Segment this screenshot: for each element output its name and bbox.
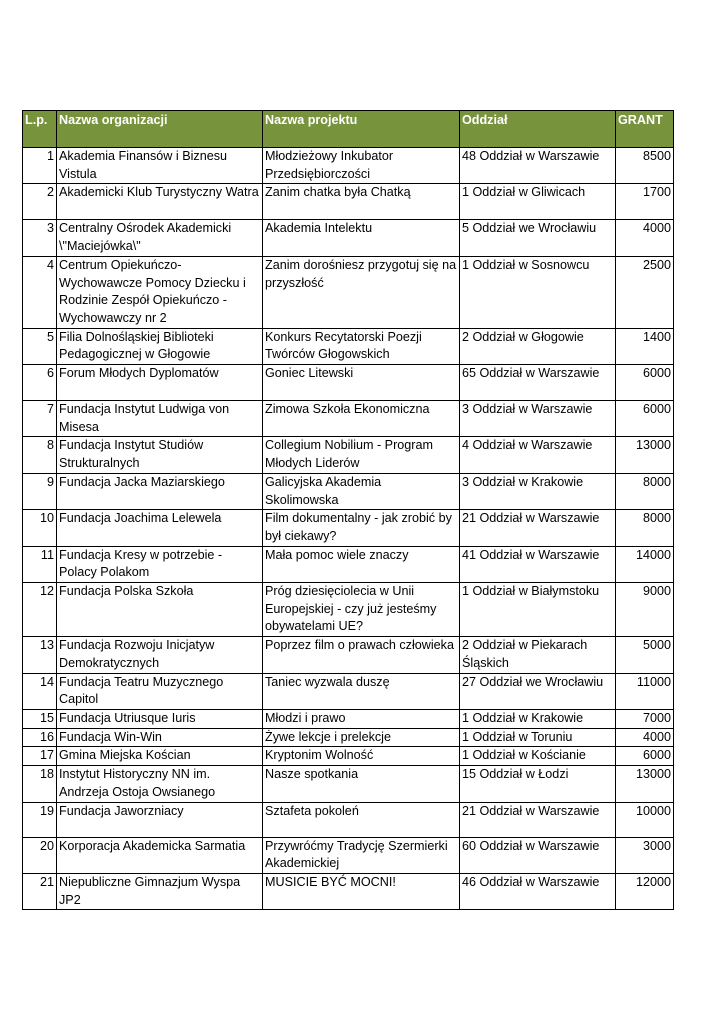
- cell-project: Kryptonim Wolność: [263, 747, 460, 766]
- header-lp: L.p.: [23, 111, 57, 148]
- table-row: [23, 437, 674, 473]
- cell-department: 1 Oddział w Toruniu: [460, 728, 616, 747]
- cell-department: 1 Oddział w Gliwicach: [460, 184, 616, 220]
- cell-lp: 6: [23, 365, 57, 401]
- cell-lp: 17: [23, 747, 57, 766]
- cell-org: Centrum Opiekuńczo-Wychowawcze Pomocy Dziecku i Rodzinie Zespół Opiekuńczo - Wychowawczy nr 2: [57, 256, 263, 328]
- cell-project: Goniec Litewski: [263, 365, 460, 401]
- cell-project: Galicyjska Akademia Skolimowska: [263, 473, 460, 509]
- header-org: Nazwa organizacji: [57, 111, 263, 148]
- cell-org: Akademicki Klub Turystyczny Watra: [57, 184, 263, 220]
- cell-grant: 8000: [616, 473, 674, 509]
- cell-org: Forum Młodych Dyplomatów: [57, 365, 263, 401]
- header-grant: GRANT: [616, 111, 674, 148]
- table-body: [23, 148, 674, 910]
- cell-org: Fundacja Instytut Ludwiga von Misesa: [57, 401, 263, 437]
- cell-grant: 6000: [616, 747, 674, 766]
- cell-grant: 9000: [616, 583, 674, 637]
- cell-grant: 5000: [616, 637, 674, 673]
- cell-department: 48 Oddział w Warszawie: [460, 148, 616, 184]
- cell-department: 1 Oddział w Kościanie: [460, 747, 616, 766]
- cell-grant: 1700: [616, 184, 674, 220]
- cell-grant: 14000: [616, 546, 674, 582]
- cell-department: 21 Oddział w Warszawie: [460, 510, 616, 546]
- cell-org: Fundacja Jaworzniacy: [57, 802, 263, 837]
- table-row: [23, 510, 674, 546]
- cell-lp: 15: [23, 709, 57, 728]
- table-header: [23, 111, 674, 148]
- cell-grant: 10000: [616, 802, 674, 837]
- grants-table: [22, 110, 674, 910]
- cell-project: Młodzieżowy Inkubator Przedsiębiorczości: [263, 148, 460, 184]
- cell-lp: 2: [23, 184, 57, 220]
- cell-grant: 2500: [616, 256, 674, 328]
- cell-project: Sztafeta pokoleń: [263, 802, 460, 837]
- cell-grant: 4000: [616, 728, 674, 747]
- cell-lp: 3: [23, 220, 57, 256]
- cell-department: 2 Oddział w Piekarach Śląskich: [460, 637, 616, 673]
- cell-grant: 6000: [616, 365, 674, 401]
- cell-project: Nasze spotkania: [263, 766, 460, 802]
- cell-lp: 19: [23, 802, 57, 837]
- cell-department: 21 Oddział w Warszawie: [460, 802, 616, 837]
- table-row: [23, 802, 674, 837]
- cell-lp: 16: [23, 728, 57, 747]
- table-row: [23, 747, 674, 766]
- table-row: [23, 365, 674, 401]
- cell-org: Fundacja Teatru Muzycznego Capitol: [57, 673, 263, 709]
- cell-org: Fundacja Instytut Studiów Strukturalnych: [57, 437, 263, 473]
- cell-department: 3 Oddział w Krakowie: [460, 473, 616, 509]
- cell-department: 2 Oddział w Głogowie: [460, 328, 616, 364]
- cell-org: Fundacja Win-Win: [57, 728, 263, 747]
- cell-project: Taniec wyzwala duszę: [263, 673, 460, 709]
- table-row: [23, 583, 674, 637]
- table-row: [23, 728, 674, 747]
- cell-org: Fundacja Utriusque Iuris: [57, 709, 263, 728]
- cell-project: Zimowa Szkoła Ekonomiczna: [263, 401, 460, 437]
- table-row: [23, 673, 674, 709]
- cell-grant: 7000: [616, 709, 674, 728]
- cell-org: Fundacja Polska Szkoła: [57, 583, 263, 637]
- cell-org: Fundacja Jacka Maziarskiego: [57, 473, 263, 509]
- cell-grant: 1400: [616, 328, 674, 364]
- cell-grant: 3000: [616, 837, 674, 873]
- cell-department: 60 Oddział w Warszawie: [460, 837, 616, 873]
- cell-lp: 20: [23, 837, 57, 873]
- table-row: [23, 637, 674, 673]
- cell-grant: 6000: [616, 401, 674, 437]
- cell-department: 3 Oddział w Warszawie: [460, 401, 616, 437]
- cell-department: 1 Oddział w Białymstoku: [460, 583, 616, 637]
- table-row: [23, 401, 674, 437]
- cell-department: 46 Oddział w Warszawie: [460, 873, 616, 909]
- cell-project: MUSICIE BYĆ MOCNI!: [263, 873, 460, 909]
- cell-lp: 18: [23, 766, 57, 802]
- cell-project: Zanim chatka była Chatką: [263, 184, 460, 220]
- cell-org: Akademia Finansów i Biznesu Vistula: [57, 148, 263, 184]
- cell-department: 1 Oddział w Krakowie: [460, 709, 616, 728]
- cell-project: Konkurs Recytatorski Poezji Twórców Głogowskich: [263, 328, 460, 364]
- cell-org: Filia Dolnośląskiej Biblioteki Pedagogicznej w Głogowie: [57, 328, 263, 364]
- cell-grant: 8000: [616, 510, 674, 546]
- table-row: [23, 766, 674, 802]
- table-row: [23, 837, 674, 873]
- cell-lp: 10: [23, 510, 57, 546]
- cell-grant: 13000: [616, 437, 674, 473]
- cell-department: 65 Oddział w Warszawie: [460, 365, 616, 401]
- table-row: [23, 148, 674, 184]
- cell-department: 5 Oddział we Wrocławiu: [460, 220, 616, 256]
- cell-grant: 4000: [616, 220, 674, 256]
- cell-lp: 21: [23, 873, 57, 909]
- table-row: [23, 328, 674, 364]
- cell-department: 27 Oddział we Wrocławiu: [460, 673, 616, 709]
- cell-org: Gmina Miejska Kościan: [57, 747, 263, 766]
- cell-grant: 11000: [616, 673, 674, 709]
- table-row: [23, 473, 674, 509]
- cell-lp: 12: [23, 583, 57, 637]
- table-row: [23, 184, 674, 220]
- cell-lp: 5: [23, 328, 57, 364]
- table-row: [23, 873, 674, 909]
- header-project: Nazwa projektu: [263, 111, 460, 148]
- cell-project: Mała pomoc wiele znaczy: [263, 546, 460, 582]
- cell-lp: 8: [23, 437, 57, 473]
- cell-org: Fundacja Rozwoju Inicjatyw Demokratycznych: [57, 637, 263, 673]
- cell-lp: 13: [23, 637, 57, 673]
- cell-lp: 4: [23, 256, 57, 328]
- cell-grant: 8500: [616, 148, 674, 184]
- cell-lp: 14: [23, 673, 57, 709]
- cell-project: Próg dziesięciolecia w Unii Europejskiej - czy już jesteśmy obywatelami UE?: [263, 583, 460, 637]
- header-department: Oddział: [460, 111, 616, 148]
- cell-department: 15 Oddział w Łodzi: [460, 766, 616, 802]
- table-row: [23, 546, 674, 582]
- cell-org: Fundacja Kresy w potrzebie - Polacy Polakom: [57, 546, 263, 582]
- cell-project: Akademia Intelektu: [263, 220, 460, 256]
- table-row: [23, 709, 674, 728]
- cell-org: Fundacja Joachima Lelewela: [57, 510, 263, 546]
- table-row: [23, 220, 674, 256]
- cell-lp: 9: [23, 473, 57, 509]
- cell-project: Poprzez film o prawach człowieka: [263, 637, 460, 673]
- cell-project: Film dokumentalny - jak zrobić by był ciekawy?: [263, 510, 460, 546]
- cell-org: Korporacja Akademicka Sarmatia: [57, 837, 263, 873]
- table-row: [23, 256, 674, 328]
- cell-project: Zanim dorośniesz przygotuj się na przyszłość: [263, 256, 460, 328]
- cell-department: 1 Oddział w Sosnowcu: [460, 256, 616, 328]
- cell-department: 41 Oddział w Warszawie: [460, 546, 616, 582]
- cell-org: Instytut Historyczny NN im. Andrzeja Ostoja Owsianego: [57, 766, 263, 802]
- cell-org: Niepubliczne Gimnazjum Wyspa JP2: [57, 873, 263, 909]
- header-row: [23, 111, 674, 148]
- cell-grant: 13000: [616, 766, 674, 802]
- cell-project: Młodzi i prawo: [263, 709, 460, 728]
- cell-department: 4 Oddział w Warszawie: [460, 437, 616, 473]
- cell-lp: 11: [23, 546, 57, 582]
- cell-lp: 1: [23, 148, 57, 184]
- cell-project: Przywróćmy Tradycję Szermierki Akademickiej: [263, 837, 460, 873]
- cell-grant: 12000: [616, 873, 674, 909]
- cell-org: Centralny Ośrodek Akademicki \"Maciejówka\": [57, 220, 263, 256]
- cell-project: Żywe lekcje i prelekcje: [263, 728, 460, 747]
- cell-project: Collegium Nobilium - Program Młodych Liderów: [263, 437, 460, 473]
- cell-lp: 7: [23, 401, 57, 437]
